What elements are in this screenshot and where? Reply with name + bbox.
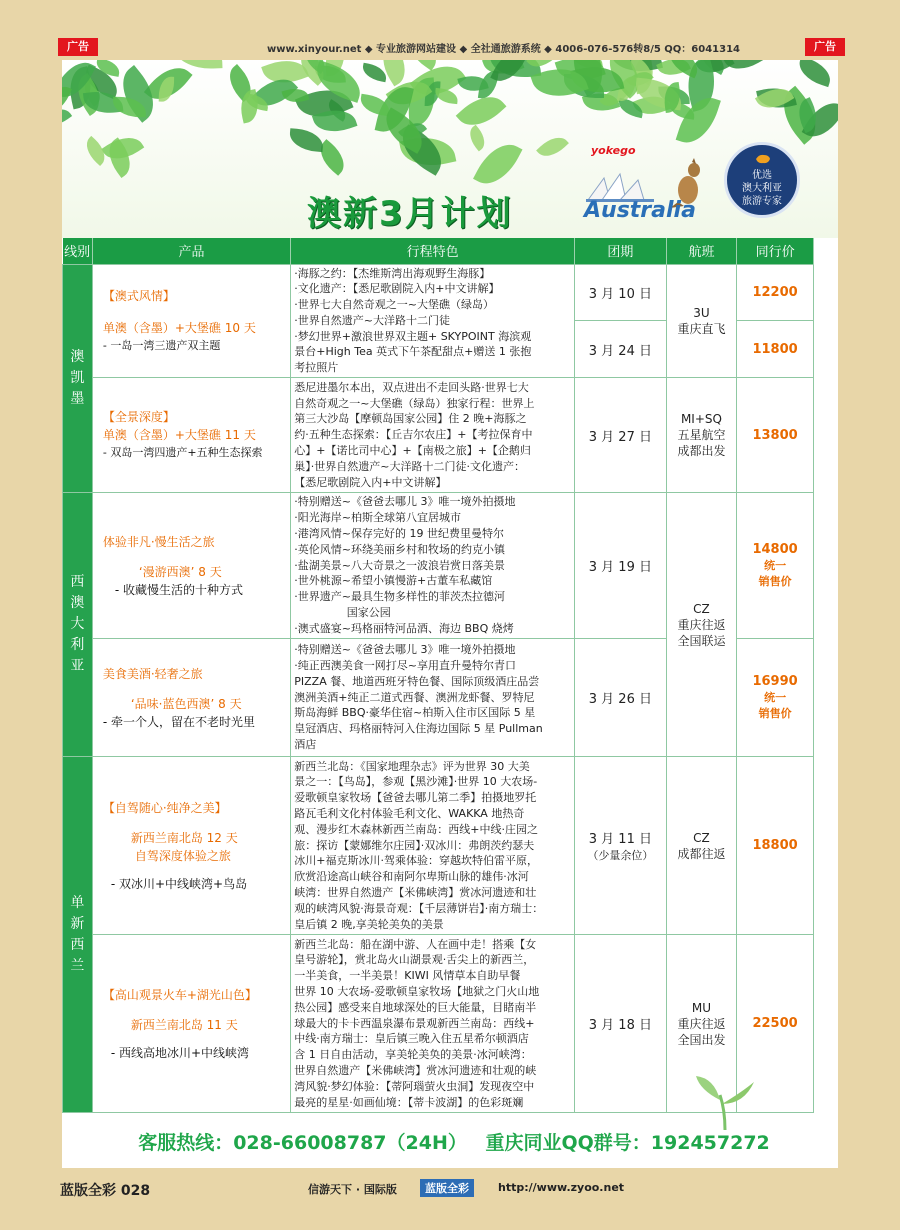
price-cell: 14800 统一 销售价 bbox=[737, 493, 814, 639]
leaf-shape bbox=[795, 60, 835, 87]
feature-line: PIZZA 餐、地道西班牙特色餐、国际顶级酒庄品尝 bbox=[294, 674, 540, 688]
date-cell: 3 月 19 日 bbox=[575, 493, 667, 639]
top-contact-info: www.xinyour.net ◆ 专业旅游网站建设 ◆ 全社通旅游系统 ◆ 4006-076-576转8/5 QQ：6041314 bbox=[267, 44, 740, 55]
feature-line: 湾风貌·梦幻体验：【蒂阿瑙萤火虫洞】发现夜空中 bbox=[294, 1079, 535, 1093]
feature-line: 峡湾：世界自然遗产【米佛峡湾】赏冰河遗迹和壮 bbox=[294, 886, 537, 900]
feature-line: ·港湾风情~保存完好的 19 世纪费里曼特尔 bbox=[294, 527, 504, 541]
flight-cell: MI+SQ 五星航空 成都出发 bbox=[666, 378, 736, 493]
feature-line: ·文化遗产：【悉尼歌剧院入内+中文讲解】 bbox=[294, 282, 500, 296]
leaf-shape bbox=[62, 102, 72, 131]
price-cell: 18800 bbox=[737, 757, 814, 935]
specialist-badge: 优选 澳大利亚 旅游专家 bbox=[724, 142, 800, 218]
feature-line: 国家公园 bbox=[294, 606, 391, 620]
product-cell: 体验非凡·慢生活之旅 ‘漫游西澳’ 8 天 - 收藏慢生活的十种方式 bbox=[92, 493, 290, 639]
feature-line: ·盐湖美景~八大奇景之一波浪岩赏日落美景 bbox=[294, 558, 505, 572]
date-cell: 3 月 10 日 bbox=[575, 264, 667, 321]
features-cell bbox=[291, 264, 575, 378]
product-cell: 【澳式风情】 单澳（含墨）+大堡礁 10 天 - 一岛一湾三遗产双主题 bbox=[92, 264, 290, 378]
feature-line: ·阳光海岸~柏斯全球第八宜居城市 bbox=[294, 511, 461, 525]
date-cell: 3 月 24 日 bbox=[575, 321, 667, 378]
feature-line: 【悉尼歌剧院入内+中文讲解】 bbox=[294, 475, 447, 489]
feature-line: 球最大的卡卡西温泉瀑布景观新西兰南岛：西线+ bbox=[294, 1016, 535, 1030]
feature-line: ·世界自然遗产~大洋路十二门徒 bbox=[294, 313, 450, 327]
feature-line: ·特别赠送~《爸爸去哪儿 3》唯一境外拍摄地 bbox=[294, 495, 516, 509]
leaf-shape bbox=[465, 125, 490, 151]
feature-line: 皇号游轮】，赏北岛火山湖景观·舌尖上的新西兰， bbox=[294, 953, 535, 967]
feature-line: 悉尼进墨尔本出，双点进出不走回头路·世界七大 bbox=[294, 380, 529, 394]
line-label-nz: 单 新 西 兰 bbox=[63, 757, 93, 1113]
line-label-wa: 西 澳 大 利 亚 bbox=[63, 493, 93, 757]
product-cell: 【全景深度】 单澳（含墨）+大堡礁 11 天 - 双岛一湾四遗产+五种生态探索 bbox=[92, 378, 290, 493]
leaf-shape bbox=[434, 88, 458, 104]
leaf-shape bbox=[723, 60, 765, 76]
ad-tag-right: 广告 bbox=[805, 38, 845, 56]
feature-line: 世界 10 大农场-爱歌顿皇家牧场【地狱之门火山地 bbox=[294, 985, 540, 999]
australia-map-icon bbox=[755, 153, 771, 165]
features-cell bbox=[291, 757, 575, 935]
table-row bbox=[63, 264, 814, 321]
feature-line: ·世界七大自然奇观之一~大堡礁（绿岛） bbox=[294, 298, 494, 312]
features-cell bbox=[291, 639, 575, 757]
feature-line: 景台+High Tea 英式下午茶配甜点+赠送 1 张抱 bbox=[294, 345, 532, 359]
top-bar bbox=[0, 38, 900, 58]
feature-line: 欣赏沿途高山峡谷和南阿尔卑斯山脉的雄伟·冰河 bbox=[294, 870, 529, 884]
feature-line: 爱歌顿皇家牧场【爸爸去哪儿第二季】拍摄地罗托 bbox=[294, 791, 537, 805]
feature-line: 皇冠酒店、玛格丽特河入住海边国际 5 星 Pullman bbox=[294, 722, 543, 736]
price-cell: 11800 bbox=[737, 321, 814, 378]
table-row bbox=[63, 757, 814, 935]
feature-line: 考拉照片 bbox=[294, 361, 339, 375]
features-cell bbox=[291, 493, 575, 639]
footer-slogan: 信游天下 · 国际版 bbox=[308, 1183, 397, 1196]
col-header-flight: 航班 bbox=[666, 238, 736, 264]
feature-line: 含 1 日自由活动，享美轮美奂的美景·冰河峡湾： bbox=[294, 1048, 532, 1062]
col-header-features: 行程特色 bbox=[291, 238, 575, 264]
header-banner bbox=[62, 60, 838, 238]
feature-line: 世界自然遗产【米佛峡湾】赏冰河遗迹和壮观的峡 bbox=[294, 1064, 537, 1078]
page-title: 澳新3月计划 bbox=[307, 194, 513, 234]
leaf-shape bbox=[358, 94, 390, 116]
feature-line: 路瓦毛利文化村体验毛利文化、WAKKA 地热奇 bbox=[294, 807, 525, 821]
feature-line: 热公园】感受来自地球深处的巨大能量，目睹南半 bbox=[294, 1000, 537, 1014]
feature-line: 最亮的星星·如画仙境：【蒂卡波湖】的色彩斑斓 bbox=[294, 1095, 524, 1109]
leaf-shape bbox=[288, 128, 324, 152]
table-row bbox=[63, 493, 814, 639]
feature-line: ·纯正西澳美食一网打尽~享用直升曼特尔青口 bbox=[294, 659, 516, 673]
sprout-icon bbox=[690, 1070, 760, 1130]
feature-line: 自然奇观之一~大堡礁（绿岛）独家行程：世界上 bbox=[294, 396, 535, 410]
feature-line: 旅：探访【蒙娜维尔庄园】·双冰川：弗朗茨约瑟夫 bbox=[294, 838, 535, 852]
price-cell: 13800 bbox=[737, 378, 814, 493]
flight-cell: MU 重庆往返 全国出发 bbox=[666, 935, 736, 1113]
feature-line: ·英伦风情~环绕美丽乡村和牧场的约克小镇 bbox=[294, 542, 505, 556]
col-header-product: 产品 bbox=[92, 238, 290, 264]
table-header-row bbox=[63, 238, 814, 264]
feature-line: 景之一：【鸟岛】，参观【黑沙滩】·世界 10 大农场- bbox=[294, 775, 538, 789]
hotline-bar bbox=[66, 1128, 842, 1155]
price-cell: 22500 bbox=[737, 935, 814, 1113]
date-cell: 3 月 18 日 bbox=[575, 935, 667, 1113]
table-row bbox=[63, 378, 814, 493]
flight-cell: CZ 重庆往返 全国联运 bbox=[666, 493, 736, 757]
leaf-shape bbox=[536, 130, 569, 162]
feature-line: 酒店 bbox=[294, 738, 317, 752]
footer-url[interactable]: http://www.zyoo.net bbox=[498, 1181, 625, 1194]
line-label-aus: 澳 凯 墨 bbox=[63, 264, 93, 493]
date-cell: 3 月 26 日 bbox=[575, 639, 667, 757]
feature-line: 新西兰北岛：船在湖中游、人在画中走！搭乘【女 bbox=[294, 937, 537, 951]
features-cell bbox=[291, 378, 575, 493]
tour-table bbox=[62, 238, 814, 1113]
product-cell: 【高山观景火车+湖光山色】 新西兰南北岛 11 天 - 西线高地冰川+中线峡湾 bbox=[92, 935, 290, 1113]
date-cell: 3 月 11 日 （少量余位） bbox=[575, 757, 667, 935]
price-cell: 16990 统一 销售价 bbox=[737, 639, 814, 757]
feature-line: 冰川+福克斯冰川·驾乘体验：穿越坎特伯雷平原， bbox=[294, 854, 538, 868]
feature-line: 新西兰北岛：《国家地理杂志》评为世界 30 大美 bbox=[294, 759, 530, 773]
feature-line: 心】+【诺比司中心】+【南极之旅】+【企鹅归 bbox=[294, 443, 531, 457]
feature-line: 中线·南方瑞士：皇后镇三晚入住五星希尔顿酒店 bbox=[294, 1032, 529, 1046]
feature-line: 观的峡湾风貌·海景奇观：【千层薄饼岩】·南方瑞士： bbox=[294, 901, 544, 915]
footer bbox=[0, 1168, 900, 1230]
feature-line: 一半美食，一半美景！KIWI 风情草本自助早餐 bbox=[294, 969, 521, 983]
australia-text: Australia bbox=[584, 198, 696, 223]
feature-line: 巢】·世界自然遗产~大洋路十二门徒·文化遗产： bbox=[294, 459, 525, 473]
service-hotline: 客服热线：028-66008787（24H） bbox=[138, 1132, 467, 1154]
flight-cell: 3U 重庆直飞 bbox=[666, 264, 736, 378]
feature-line: 澳洲美酒+纯正二道式西餐、澳洲龙虾餐、罗特尼 bbox=[294, 690, 535, 704]
feature-line: ·海豚之约：【杰维斯湾出海观野生海豚】 bbox=[294, 266, 491, 280]
feature-line: ·特别赠送~《爸爸去哪儿 3》唯一境外拍摄地 bbox=[294, 643, 516, 657]
qq-group: 重庆同业QQ群号：192457272 bbox=[485, 1132, 770, 1154]
product-cell: 美食美酒·轻奢之旅 ‘品味·蓝色西澳’ 8 天 - 牵一个人，留在不老时光里 bbox=[92, 639, 290, 757]
feature-line: 约·五种生态探索：【丘吉尔农庄】+【考拉保育中 bbox=[294, 428, 533, 442]
col-header-line: 线别 bbox=[63, 238, 93, 264]
feature-line: 观、漫步红木森林新西兰南岛：西线+中线·庄园之 bbox=[294, 822, 538, 836]
feature-line: ·澳式盛宴~玛格丽特河品酒、海边 BBQ 烧烤 bbox=[294, 621, 514, 635]
ad-tag-left: 广告 bbox=[58, 38, 98, 56]
features-cell bbox=[291, 935, 575, 1113]
yokego-logo: yokego bbox=[591, 144, 636, 157]
feature-line: ·世外桃源~希望小镇慢游+古董车私藏馆 bbox=[294, 574, 493, 588]
date-cell: 3 月 27 日 bbox=[575, 378, 667, 493]
feature-line: ·世界遗产~最具生物多样性的菲茨杰拉德河 bbox=[294, 590, 505, 604]
col-header-price: 同行价 bbox=[737, 238, 814, 264]
col-header-date: 团期 bbox=[575, 238, 667, 264]
feature-line: ·梦幻世界+激浪世界双主题+ SKYPOINT 海滨观 bbox=[294, 329, 532, 343]
product-cell: 【自驾随心·纯净之美】 新西兰南北岛 12 天 自驾深度体验之旅 - 双冰川+中线峡湾+鸟岛 bbox=[92, 757, 290, 935]
feature-line: 斯岛海鲜 BBQ·豪华住宿~柏斯入住市区国际 5 星 bbox=[294, 706, 536, 720]
feature-line: 皇后镇 2 晚,享美轮美奂的美景 bbox=[294, 917, 444, 931]
price-cell: 12200 bbox=[737, 264, 814, 321]
edition-badge: 蓝版全彩 bbox=[420, 1179, 474, 1197]
flyer-page bbox=[62, 60, 838, 1170]
flight-cell: CZ 成都往返 bbox=[666, 757, 736, 935]
feature-line: 第三大沙岛【摩顿岛国家公园】住 2 晚+海豚之 bbox=[294, 412, 527, 426]
page-number: 蓝版全彩 028 bbox=[60, 1183, 151, 1199]
